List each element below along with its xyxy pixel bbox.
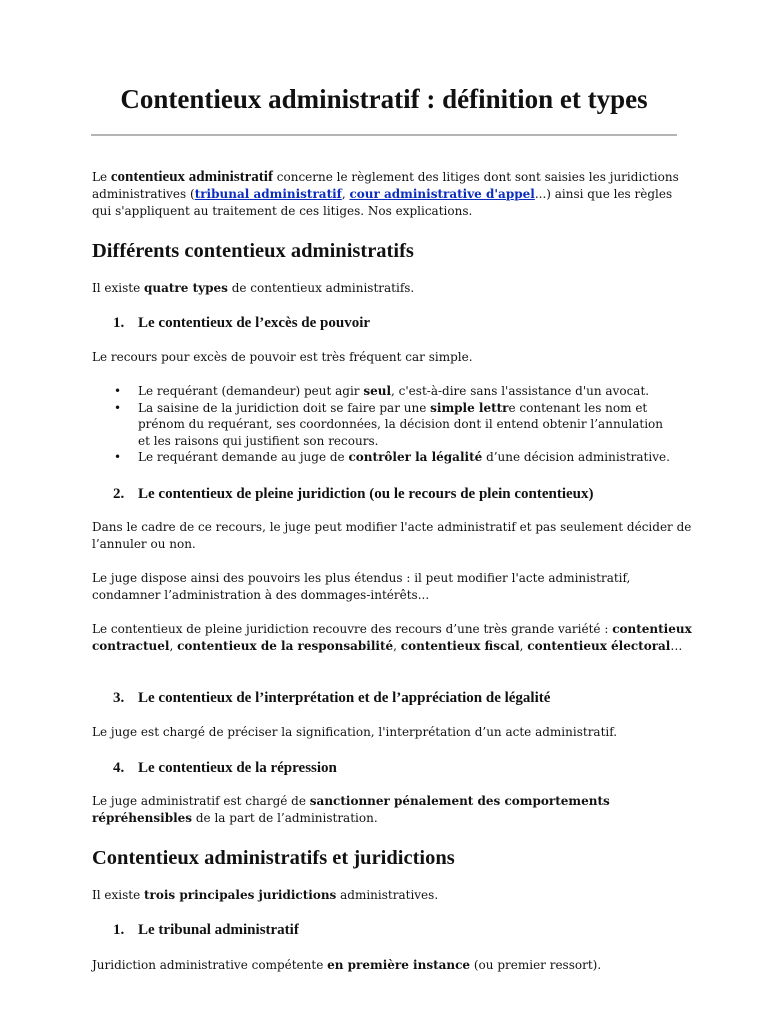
section-heading-types: Différents contentieux administratifs [92, 240, 414, 262]
bullet-text: Le requérant (demandeur) peut agir [138, 384, 364, 398]
type3-title: Le contentieux de l’interprétation et de l’appréciation de légalité [138, 690, 551, 706]
intro-text: concerne le règlement des litiges dont sont saisies les juridictions administratives ( [92, 170, 679, 201]
type4-title: Le contentieux de la répression [138, 760, 337, 776]
types-intro-text: Il existe [92, 281, 144, 295]
juridiction1-paragraph [92, 957, 692, 974]
list-item [113, 449, 673, 466]
type4-heading [113, 759, 337, 777]
juridictions-intro-bold: trois principales juridictions [144, 888, 337, 902]
juridictions-intro-paragraph [92, 887, 692, 904]
page-title: Contentieux administratif : définition et types [120, 84, 648, 114]
type2-text: Le contentieux de pleine juridiction recouvre des recours d’une très grande variété : [92, 622, 613, 636]
bullet-bold: simple lettr [430, 400, 509, 415]
juridiction1-title: Le tribunal administratif [138, 922, 299, 938]
type2-bold: contentieux de la responsabilité [177, 639, 394, 653]
type4-number: 4. [113, 760, 125, 776]
juridiction1-bold: en première instance [327, 958, 471, 972]
juridiction1-number: 1. [113, 922, 125, 938]
title-divider [91, 134, 677, 136]
type1-heading [113, 314, 370, 332]
section-heading-juridictions: Contentieux administratifs et juridictions [92, 847, 455, 869]
type2-number: 2. [113, 486, 125, 502]
bullet-text: Le requérant demande au juge de [138, 450, 349, 464]
type1-paragraph: Le recours pour excès de pouvoir est très fréquent car simple. [92, 350, 473, 364]
types-intro-paragraph [92, 280, 692, 297]
juridictions-intro-text: Il existe [92, 888, 144, 902]
type2-bold: contentieux fiscal [400, 639, 520, 653]
type2-title: Le contentieux de pleine juridiction (ou le recours de plein contentieux) [138, 486, 594, 502]
juridiction1-text: Juridiction administrative compétente [92, 958, 328, 972]
type4-text: de la part de l’administration. [192, 811, 378, 825]
type2-paragraph-1: Dans le cadre de ce recours, le juge peut modifier l'acte administratif et pas seulement décider de l’annuler ou non. [92, 520, 692, 551]
type1-bullet-list [113, 383, 673, 466]
type2-paragraph-2: Le juge dispose ainsi des pouvoirs les plus étendus : il peut modifier l'acte administratif, condamner l’administration à des dommages-intérêts... [92, 571, 631, 602]
type1-title: Le contentieux de l’excès de pouvoir [138, 315, 371, 331]
bullet-bold: seul [363, 384, 392, 398]
intro-text: , [341, 187, 350, 201]
type2-heading [113, 485, 594, 503]
bullet-text: d’une décision administrative. [482, 450, 670, 464]
intro-paragraph [92, 169, 692, 220]
type4-bold: sanctionner pénalement des comportements répréhensibles [92, 794, 610, 825]
type4-text: Le juge administratif est chargé de [92, 794, 310, 808]
juridiction1-heading [113, 921, 299, 939]
type2-bold: contentieux électoral [527, 639, 671, 653]
type1-number: 1. [113, 315, 125, 331]
bullet-text: e contenant les nom et prénom du requérant, ses coordonnées, la décision dont il entend obtenir l’annulation et les raisons qui justifient son recours. [138, 400, 663, 448]
type2-text: , [169, 639, 178, 653]
type3-number: 3. [113, 690, 125, 706]
list-item [113, 383, 673, 400]
juridiction1-text: (ou premier ressort). [470, 958, 602, 972]
type2-text: … [670, 639, 683, 653]
list-item [113, 400, 673, 450]
link-tribunal-administratif[interactable]: tribunal administratif [194, 187, 342, 201]
type3-heading [113, 689, 550, 707]
bullet-bold: contrôler la légalité [348, 450, 483, 464]
intro-text: Le [92, 170, 111, 184]
bullet-text: , c'est-à-dire sans l'assistance d'un avocat. [391, 384, 650, 398]
type2-bold: contentieux contractuel [92, 622, 692, 653]
juridictions-intro-text: administratives. [336, 888, 439, 902]
types-intro-bold: quatre types [144, 281, 228, 295]
intro-text: ...) ainsi que les règles qui s'appliquent au traitement de ces litiges. Nos explications. [92, 187, 673, 218]
type4-paragraph [92, 793, 692, 827]
bullet-text: La saisine de la juridiction doit se faire par une [138, 400, 431, 415]
type2-paragraph-3 [92, 621, 692, 655]
type3-paragraph: Le juge est chargé de préciser la signification, l'interprétation d’un acte administratif. [92, 725, 618, 739]
type2-text: , [393, 639, 401, 653]
link-cour-administrative-appel[interactable]: cour administrative d'appel [349, 187, 535, 201]
type2-text: , [519, 639, 528, 653]
intro-bold-term: contentieux administratif [110, 169, 273, 185]
types-intro-text: de contentieux administratifs. [227, 281, 415, 295]
